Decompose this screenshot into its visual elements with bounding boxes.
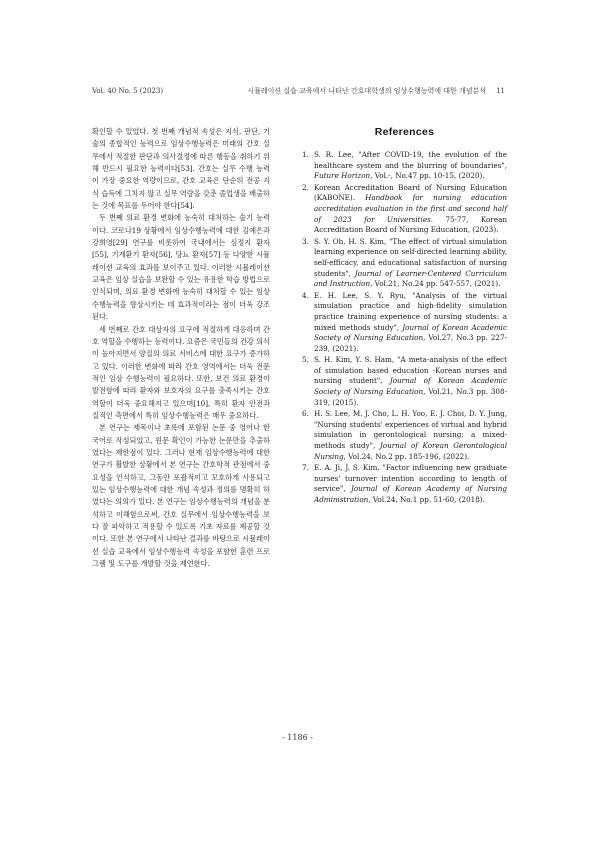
reference-text: [314, 291, 507, 355]
reference-number: 5.: [302, 355, 309, 365]
reference-segment: . 75-77, Korean Accreditation Board of Nursing Education, (2023).: [314, 214, 507, 235]
reference-segment: Korean Accreditation Board of Nursing Education (KABONE).: [314, 182, 507, 203]
reference-item: [302, 183, 507, 236]
reference-segment: S. H. Kim, Y. S. Ham, "A meta-analysis of the effect of simulation based education -Korean nurses and nursing student",: [314, 355, 507, 386]
reference-segment: E. H. Lee, S. Y. Ryu, "Analysis of the virtual simulation practice and high-fidelity simulation practice training experience of nursing students: a mixed methods study",: [314, 290, 507, 332]
reference-item: [302, 237, 507, 290]
reference-segment: H. S. Lee, M. J. Cho, L. H. Yoo, E. J. Choi, D. Y. Jung, "Nursing students' experiences of virtual and hybrid simulation in gerontological nursing: a mixed-methods study",: [314, 409, 507, 451]
references-column: [302, 126, 507, 507]
body-paragraph: 본 연구는 제목이나 초록에 포함된 논문 중 영어나 한국어로 작성되었고, 원문 확인이 가능한 논문만을 추출하였다는 제한점이 있다. 그러나 현재 임상수행능력에 대한 연구가 활발한 상황에서 본 연구는 간호학적 관점에서 중요성을 인식하고, 그동안 포괄적이고 모호하게 사용되고 있는 임상수행능력에 대한 개념 속성과 정의를 명확히 하였다는 의의가 있다. 본 연구는 임상수행능력의 개념을 분석하고 이해함으로써, 간호 실무에서 임상수행능력을 보다 잘 파악하고 적용할 수 있도록 기초 자료를 제공할 것이다. 또한 본 연구에서 나타난 결과를 바탕으로 시뮬레이션 실습 교육에서 임상수행능력 속성을 포함한 훈련 프로그램 및 도구를 개발할 것을 제언한다.: [92, 423, 270, 569]
volume-info: Vol. 40 No. 5 (2023): [92, 87, 164, 95]
reference-text: [314, 463, 507, 505]
header-page-number: 11: [496, 87, 505, 95]
reference-text: [314, 237, 507, 290]
reference-text: [314, 150, 507, 182]
reference-number: 6.: [302, 409, 309, 419]
running-title: 시뮬레이션 실습 교육에서 나타난 간호대학생의 임상수행능력에 대한 개념분석: [247, 87, 487, 95]
reference-segment: , Vol.24, No.2 pp. 185-196, (2022).: [343, 451, 470, 461]
reference-list: [302, 150, 507, 506]
reference-source-title: Journal of Korean Academy of Nursing Administration: [314, 484, 507, 504]
reference-number: 1.: [302, 150, 309, 159]
reference-item: [302, 463, 507, 505]
reference-number: 3.: [302, 236, 309, 246]
reference-text: [314, 183, 507, 236]
reference-segment: , Vol.24, No.1 pp. 51-60, (2018).: [368, 495, 485, 504]
body-paragraph: 확인할 수 있었다. 첫 번째 개념적 속성은 지식, 판단, 기술의 종합적인 능력으로 임상수행능력은 미래의 간호 실무에서 적절한 판단과 의사결정에 따른 행동을 취하기 위해 반드시 필요한 능력이다[53]. 간호는 실무 수행 능력이 가장 중요한 역량이므로, 간호 교육은 단순히 전공 지식 습득에 그치지 않고 실무 역량을 갖춘 졸업생을 배출하는 것에 목표를 두어야 한다[54].: [92, 127, 270, 211]
reference-text: [314, 409, 507, 462]
reference-source-title: Handbook for nursing education accreditation evaluation in the first and second half of 2023 for Universities: [314, 193, 507, 224]
reference-segment: E. A. Ji, J. S. Kim, "Factor influencing new graduate nurses' turnover intention according to length of service",: [314, 463, 507, 494]
body-paragraph: 두 번째 의료 환경 변화에 능숙히 대처하는 술기 능력이다. 코로나19 상황에서 임상수행능력에 대한 김예은과 강희영[29] 연구를 비롯하여 국내에서는 심정지 환자[55], 기계환기 환자[56], 당뇨 환자[57] 등 다양한 시뮬레이션 교육의 효과를 보이주고 있다. 이러한 시뮬레이션 교육은 임상 실습을 보완할 수 있는 유용한 학습 방법으로 인식되며, 의료 환경 변화에 능숙히 대처할 수 있는 임상수행능력을 향상시키는 데 효과적이라는 점이 더욱 강조된다.: [92, 213, 270, 322]
reference-segment: , Vol.21, No.3 pp. 308-319, (2015).: [314, 387, 507, 407]
reference-source-title: Journal of Korean Gerontological Nursing: [314, 441, 507, 461]
reference-source-title: Journal of Korean Academic Society of Nursing Education: [314, 376, 507, 397]
reference-number: 2.: [302, 182, 309, 192]
reference-source-title: Future Horizon: [314, 171, 371, 181]
reference-segment: , Vol.-, No.47 pp. 10-15, (2020).: [370, 171, 485, 181]
reference-segment: , Vol.21, No.24 pp. 547-557, (2021).: [370, 279, 501, 289]
reference-item: [302, 409, 507, 462]
reference-segment: S. Y. Oh, H. S. Kim, "The effect of virtual simulation learning experience on self-directed learning ability, self-efficacy, and educational satisfaction of nursing students",: [314, 236, 507, 278]
page-footer-number: - 1186 -: [282, 733, 313, 742]
reference-number: 4.: [302, 290, 309, 300]
reference-source-title: Journal of Learner-Centered Curriculum and Instruction: [314, 268, 507, 289]
body-text-column: [92, 126, 270, 570]
reference-number: 7.: [302, 463, 309, 473]
reference-segment: S. R. Lee, "After COVID-19, the evolution of the healthcare system and the blurring of boundaries",: [314, 150, 507, 170]
body-paragraph: 세 번째로 간호 대상자의 요구에 적절하게 대응하며 간호 역할을 수행하는 능력이다. 요즘은 국민들의 건강 의식이 높아지면서 양질의 의료 서비스에 대한 요구가 증가하고 있다. 이러한 변화에 따라 간호 영역에서는 더욱 전문적인 임상 수행능력이 필요하다. 또한, 보건 의료 환경이 발전함에 따라 환자와 보호자의 요구를 충족시키는 간호 역할이 더욱 중요해지고 있으며[10], 특히 환자 안전과 질적인 측면에서 특히 임상수행능력은 매우 중요하다.: [92, 324, 270, 420]
reference-item: [302, 150, 507, 182]
reference-segment: , Vol.27, No.3 pp. 227-239, (2021).: [314, 333, 507, 353]
running-header: [92, 86, 505, 96]
reference-item: [302, 355, 507, 408]
reference-source-title: Journal of Korean Academic Society of Nursing Education: [314, 322, 507, 343]
references-heading: References: [374, 126, 435, 138]
reference-item: [302, 291, 507, 355]
reference-text: [314, 355, 507, 408]
